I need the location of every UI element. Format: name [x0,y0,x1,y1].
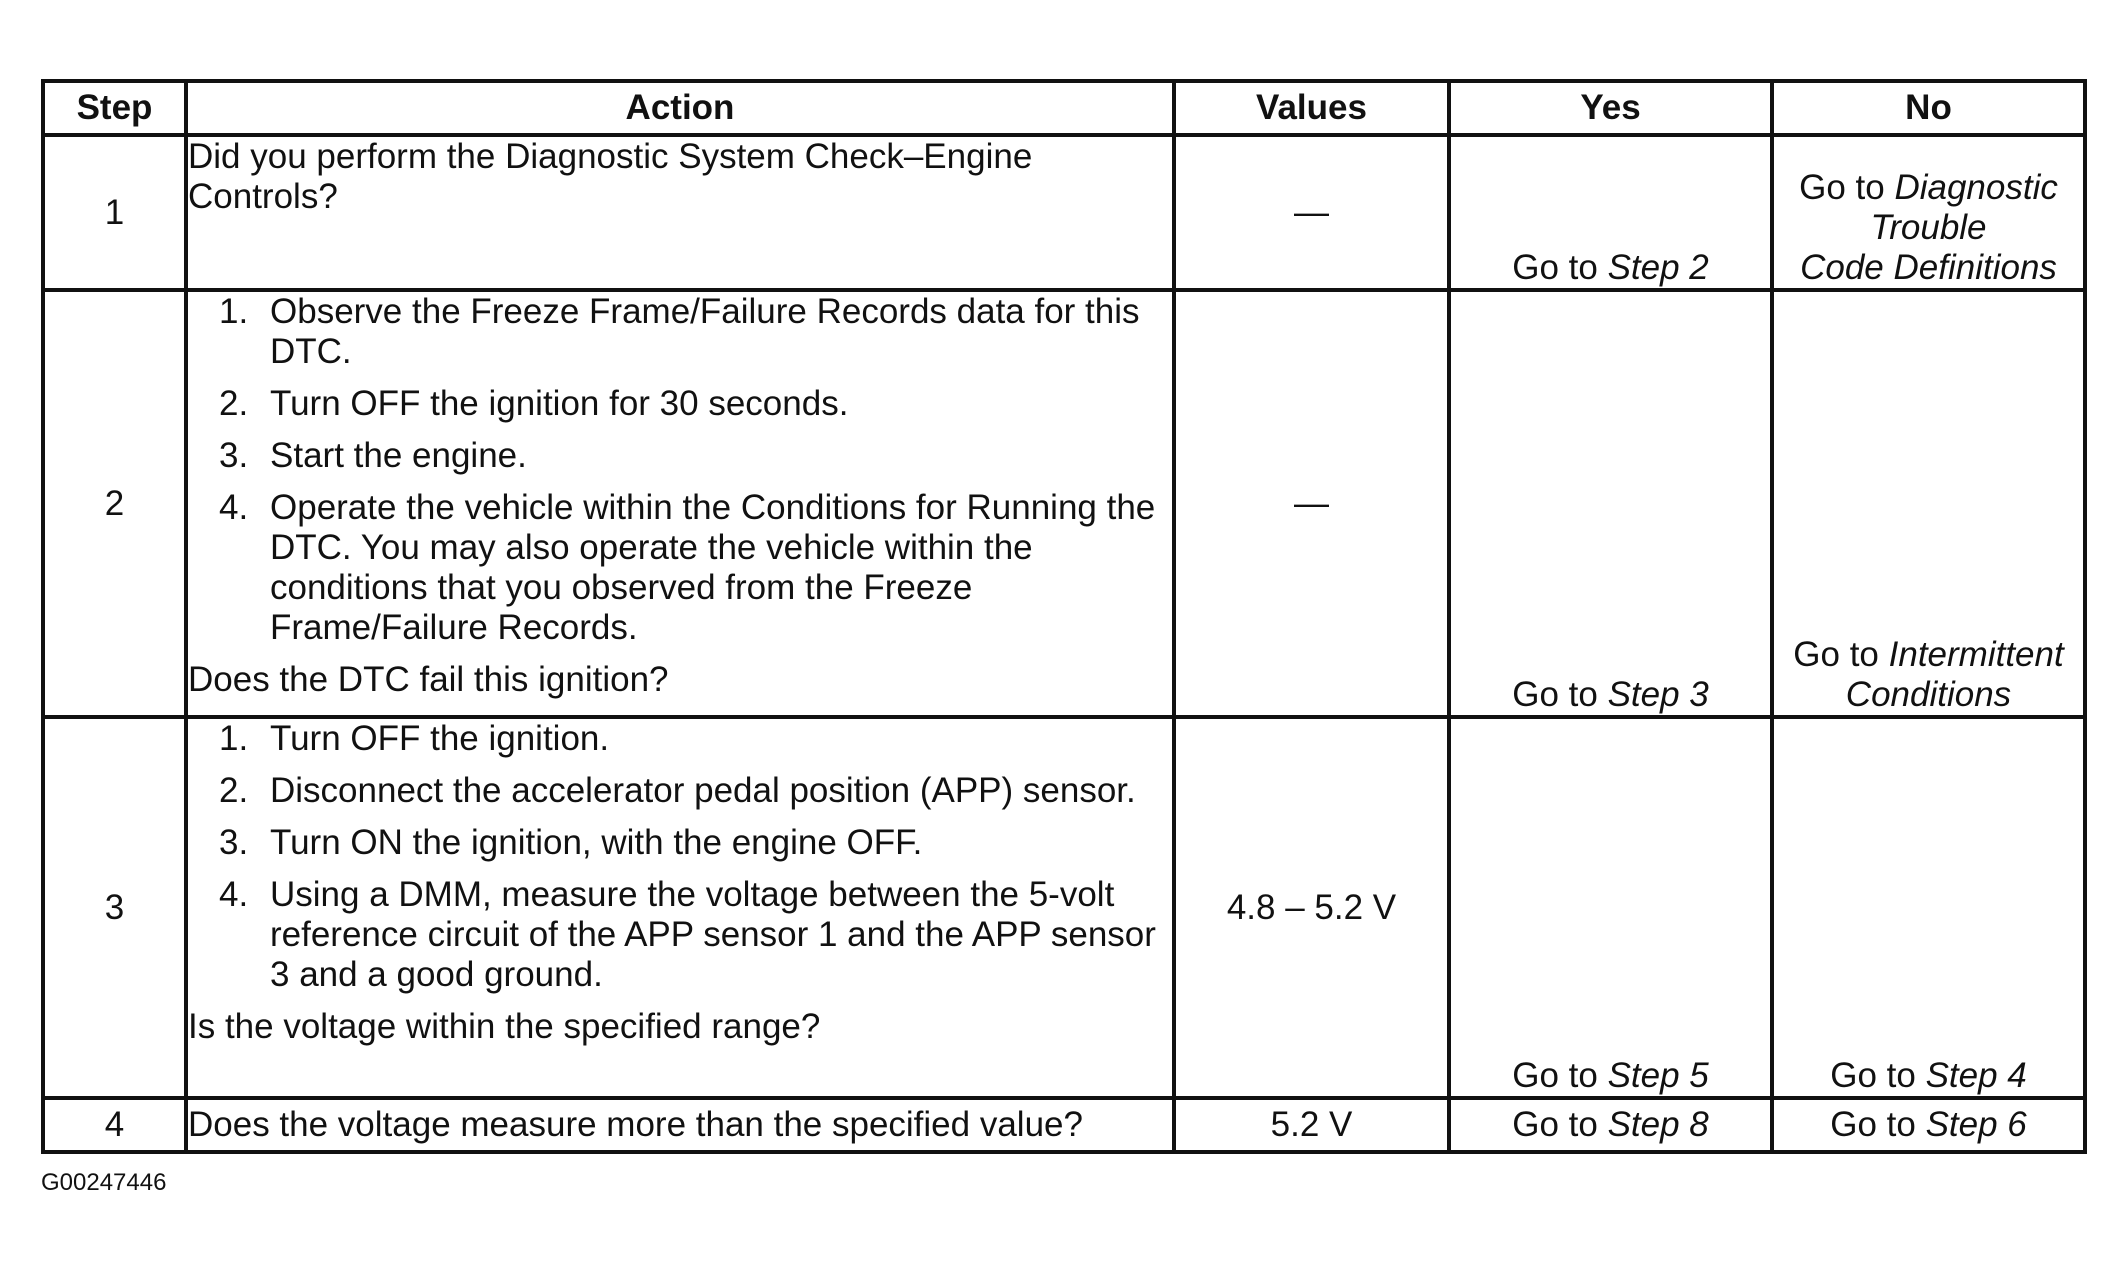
yes-prefix: Go to [1512,248,1608,287]
no-prefix: Go to [1830,1056,1926,1095]
action-steps-list [188,719,1172,995]
header-no: No [1772,81,2085,135]
action-cell [186,135,1174,290]
yes-prefix: Go to [1512,1056,1608,1095]
no-target-line: Intermittent [1888,635,2064,674]
value-cell: 5.2 V [1174,1098,1449,1152]
no-cell [1772,135,2085,290]
table-row [43,290,2085,717]
action-step-item: 4. Operate the vehicle within the Conditions for Running the DTC. You may also operate the vehicle within the conditions that you observed from the Freeze Frame/Failure Records. [219,488,1156,647]
step-number: 1 [43,135,186,290]
header-action: Action [186,81,1174,135]
table-row [43,717,2085,1098]
no-target-line: Code Definitions [1800,248,2057,287]
yes-target: Step 8 [1607,1105,1709,1144]
no-target: Step 6 [1925,1105,2027,1144]
diagnostic-table [41,79,2087,1154]
yes-target: Step 2 [1607,248,1709,287]
no-prefix: Go to [1793,635,1889,674]
no-cell [1772,717,2085,1098]
table-row [43,135,2085,290]
header-step: Step [43,81,186,135]
no-target-line: Conditions [1845,675,2012,714]
action-step-item: 4. Using a DMM, measure the voltage between the 5-volt reference circuit of the APP sensor 1 and the APP sensor 3 and a good ground. [219,875,1156,994]
no-prefix: Go to [1830,1105,1926,1144]
figure-id: G00247446 [41,1169,167,1196]
yes-target: Step 3 [1607,675,1709,714]
yes-cell [1449,1098,1772,1152]
action-step-item: 3. Turn ON the ignition, with the engine OFF. [219,823,923,862]
step-number: 4 [43,1098,186,1152]
yes-prefix: Go to [1512,675,1608,714]
action-cell [186,717,1174,1098]
table-row [43,1098,2085,1152]
action-step-item: 2. Disconnect the accelerator pedal position (APP) sensor. [219,771,1136,810]
yes-target: Step 5 [1607,1056,1709,1095]
action-question: Did you perform the Diagnostic System Check–Engine Controls? [188,137,1033,216]
action-question: Does the voltage measure more than the specified value? [188,1105,1083,1144]
yes-cell [1449,135,1772,290]
action-step-item: 2. Turn OFF the ignition for 30 seconds. [219,384,849,423]
no-target-line: Diagnostic [1894,168,2058,207]
header-row [43,81,2085,135]
action-step-item: 1. Turn OFF the ignition. [219,719,610,758]
action-question: Is the voltage within the specified range? [188,1007,821,1046]
yes-cell [1449,717,1772,1098]
no-target-line: Trouble [1870,208,1987,247]
action-cell [186,1098,1174,1152]
action-step-item: 3. Start the engine. [219,436,527,475]
header-values: Values [1174,81,1449,135]
value-cell: — [1174,135,1449,290]
no-prefix: Go to [1799,168,1895,207]
yes-prefix: Go to [1512,1105,1608,1144]
no-cell [1772,290,2085,717]
yes-cell [1449,290,1772,717]
action-step-item: 1. Observe the Freeze Frame/Failure Records data for this DTC. [219,292,1140,371]
no-cell [1772,1098,2085,1152]
action-question: Does the DTC fail this ignition? [188,660,669,699]
value-cell: 4.8 – 5.2 V [1174,717,1449,1098]
value-cell: — [1174,290,1449,717]
step-number: 2 [43,290,186,717]
no-target: Step 4 [1925,1056,2027,1095]
step-number: 3 [43,717,186,1098]
action-cell [186,290,1174,717]
action-steps-list [188,292,1172,648]
header-yes: Yes [1449,81,1772,135]
